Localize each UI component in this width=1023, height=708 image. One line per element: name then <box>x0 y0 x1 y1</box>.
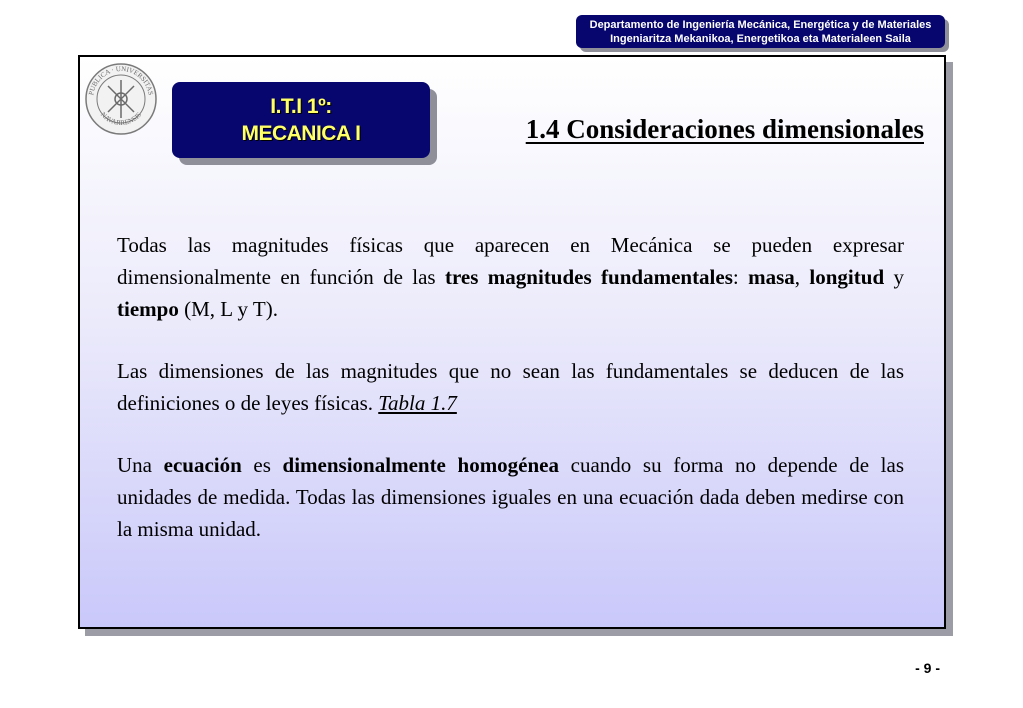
course-badge-line2: MECANICA I <box>241 122 361 145</box>
university-seal-logo <box>84 62 158 136</box>
seal-text-top: PUBLICA · UNIVERSITAS <box>87 64 155 96</box>
table-1-7-link[interactable]: Tabla 1.7 <box>378 391 457 415</box>
bold-term: tres magnitudes fundamentales <box>445 265 733 289</box>
bold-term: masa <box>748 265 795 289</box>
course-badge <box>172 82 430 158</box>
text-run: , <box>794 265 810 289</box>
text-run: Las dimensiones de las magnitudes que no sean las fundamentales se deducen de las definiciones o de leyes físicas. <box>117 359 904 415</box>
text-run: Una <box>117 453 164 477</box>
paragraph-derived-dimensions <box>117 355 904 419</box>
text-run: es <box>241 453 283 477</box>
text-run: y <box>884 265 905 289</box>
paragraph-fundamental-magnitudes <box>117 229 904 325</box>
bold-term: ecuación <box>163 453 242 477</box>
text-run: Todas las magnitudes físicas que aparecen en Mecánica se pueden expresar dimensionalmente en función de las <box>117 233 904 289</box>
bold-term: longitud <box>809 265 885 289</box>
bold-term: tiempo <box>117 297 179 321</box>
text-run: (M, L y T). <box>178 297 278 321</box>
text-run: cuando su forma no depende de las unidades de medida. Todas las dimensiones iguales en una ecuación dada deben medirse con la misma unidad. <box>117 453 904 541</box>
text-run: : <box>732 265 749 289</box>
seal-text-bottom: NAVARRENSIS <box>98 110 144 127</box>
course-badge-line1: I.T.I 1º: <box>270 95 332 118</box>
department-banner <box>576 15 945 48</box>
paragraph-homogeneous-equation <box>117 449 904 545</box>
page-number: - 9 - <box>915 660 940 676</box>
department-name-eu: Ingeniaritza Mekanikoa, Energetikoa eta Materialeen Saila <box>610 32 911 45</box>
bold-term: dimensionalmente homogénea <box>282 453 560 477</box>
slide-title: 1.4 Consideraciones dimensionales <box>525 114 924 144</box>
department-name-es: Departamento de Ingeniería Mecánica, Energética y de Materiales <box>589 18 932 31</box>
slide-body <box>117 229 904 575</box>
